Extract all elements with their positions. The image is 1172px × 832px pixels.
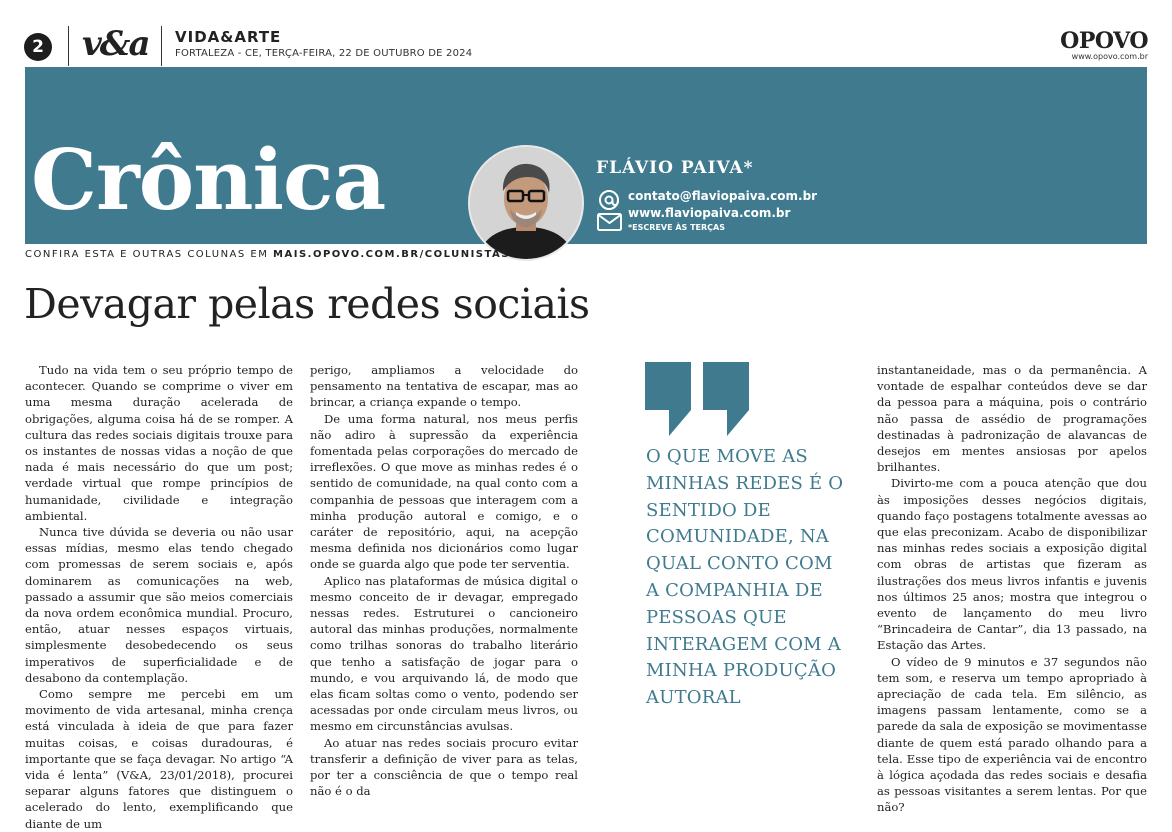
author-website-link[interactable]: www.flaviopaiva.com.br	[628, 206, 791, 220]
paragraph: Aplico nas plataformas de música digital o mesmo conceito de ir devagar, empregado nessas redes. Estruturei o cancioneiro autoral das minhas produções, normalmente como trilhas sonoras do trabalho literário que tenho a satisfação de jogar para o mundo, e vou arquivando lá, de modo que elas ficam soltas como o vento, podendo ser acessadas por onde circulam meus livros, ou mesmo em circunstâncias avulsas.	[310, 573, 578, 734]
brand-url[interactable]: www.opovo.com.br	[1071, 52, 1148, 61]
section-name: VIDA&ARTE	[175, 28, 282, 46]
article-column-2	[310, 362, 578, 799]
more-columns-prefix: CONFIRA ESTA E OUTRAS COLUNAS EM	[25, 249, 274, 260]
paragraph: Ao atuar nas redes sociais procuro evitar transferir a definição de viver para as telas, por ter a consciência de que o tempo real não é o da	[310, 735, 578, 799]
paragraph: O vídeo de 9 minutos e 37 segundos não tem som, e reserva um tempo apropriado à apreciação de cada tela. Em silêncio, as imagens passam lentamente, como se a parede da sala de exposição se movimentasse diante de quem está parado olhando para a tela. Esse tipo de experiência vai de encontro à lógica açodada das redes sociais e desafia as pessoas visitantes a serem lentas. Por que não?	[877, 654, 1147, 815]
paragraph: Como sempre me percebi em um movimento de vida artesanal, minha crença está vinculada à ideia de que para fazer muitas coisas, e coisas duradouras, é importante que se faça devagar. No artigo “A vida é lenta” (V&A, 23/01/2018), procurei separar alguns fatores que distinguem o acelerado do lento, exemplificando que diante de um	[25, 687, 293, 831]
brand-logo[interactable]: OPOVO	[1060, 28, 1148, 54]
page-number: 2	[24, 33, 52, 61]
paragraph: instantaneidade, mas o da permanência. A vontade de espalhar conteúdos deve se dar da pessoa para a máquina, pois o contrário não passa de assédio de programações destinadas à padronização de alavancas de desejos em mentes ansiosas por apelos brilhantes.	[877, 363, 1147, 475]
author-email-link[interactable]: contato@flaviopaiva.com.br	[628, 189, 818, 203]
article-column-4	[877, 362, 1147, 816]
author-name: FLÁVIO PAIVA*	[596, 158, 754, 178]
paragraph: perigo, ampliamos a velocidade do pensamento na tentativa de escapar, mas ao brincar, a criança expande o tempo.	[310, 363, 578, 410]
paragraph: Divirto-me com a pouca atenção que dou às imposições desses negócios digitais, quando faço postagens totalmente avessas ao que elas preconizam. Acabo de disponibilizar nas minhas redes sociais a exposição digital com obras de artistas que fizeram as ilustrações dos meus livros infantis e juvenis nos últimos 25 anos; mostra que integrou o evento de lançamento do meu livro “Brincadeira de Cantar”, dia 13 passado, na Estação das Artes.	[877, 476, 1147, 653]
schedule-note: *ESCREVE ÀS TERÇAS	[628, 223, 725, 232]
contact-icons	[597, 190, 623, 232]
author-portrait	[468, 145, 584, 261]
divider	[161, 26, 162, 66]
paragraph: Tudo na vida tem o seu próprio tempo de acontecer. Quando se comprime o viver em uma mesma duração acelerada de obrigações, alguma coisa há de se romper. A cultura das redes sociais digitais trouxe para os instantes de nossas vidas a noção de que nada é mais necessário do que um post; verdade virtual que rompe princípios de humanidade, civilidade e integração ambiental.	[25, 363, 293, 523]
quote-marks-icon	[645, 362, 755, 436]
paragraph: De uma forma natural, nos meus perfis não adiro à supressão da experiência fomentada pelas corporações do mercado de irreflexões. O que move as minhas redes é o sentido de comunidade, na qual conto com a companhia de pessoas que interagem com a minha produção autoral e comigo, e o caráter de repositório, aqui, na acepção mesma definida nos dicionários como lugar onde se guarda algo que pode ter serventia.	[310, 411, 578, 572]
author-portrait-icon	[470, 147, 582, 259]
at-sign-icon	[600, 191, 618, 209]
article-column-1	[25, 362, 293, 832]
divider	[68, 26, 69, 66]
masthead	[0, 0, 1172, 66]
more-columns-link[interactable]: MAIS.OPOVO.COM.BR/COLUNISTAS	[273, 249, 510, 260]
paragraph: Nunca tive dúvida se deveria ou não usar essas mídias, mesmo elas tendo chegado com promessas de serem sociais e, após dominarem as comunicações na web, passado a assumir que são meios comerciais da nova ordem econômica mundial. Procuro, então, atuar nesses espaços virtuais, simplesmente desobedecendo os seus imperativos de superficialidade e de desabono da contemplação.	[25, 525, 293, 685]
envelope-icon	[598, 214, 621, 230]
pull-quote: O QUE MOVE AS MINHAS REDES É O SENTIDO DE COMUNIDADE, NA QUAL CONTO COM A COMPANHIA DE PESSOAS QUE INTERAGEM COM A MINHA PRODUÇÃO AUTORAL	[646, 446, 844, 709]
more-columns-line	[25, 249, 510, 260]
article-headline: Devagar pelas redes sociais	[24, 280, 590, 328]
column-banner	[25, 67, 1147, 244]
banner-title: Crônica	[31, 131, 386, 229]
section-logo: v&a	[82, 24, 149, 64]
dateline: FORTALEZA - CE, TERÇA-FEIRA, 22 DE OUTUBRO DE 2024	[175, 48, 473, 59]
